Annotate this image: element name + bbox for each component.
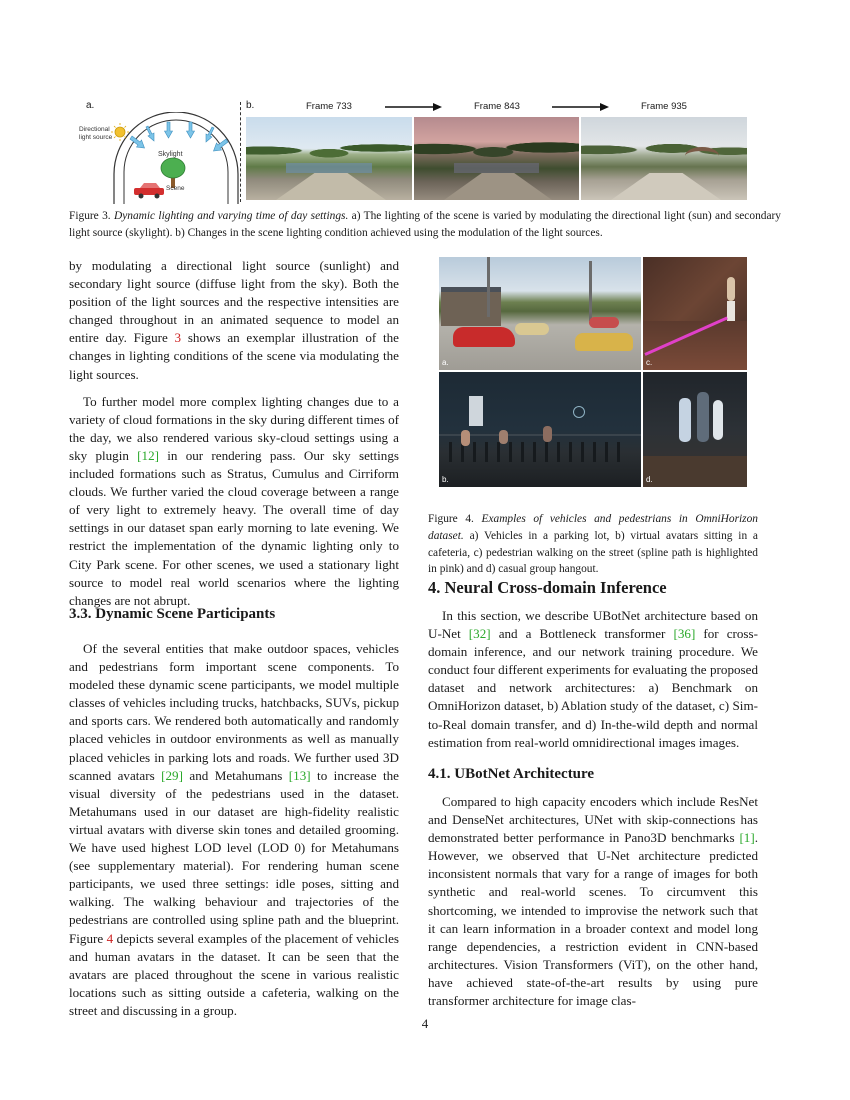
fig4-label-b: b. bbox=[442, 475, 449, 484]
frame-label-843: Frame 843 bbox=[474, 101, 520, 112]
fig4-caption-label: Figure 4. bbox=[428, 513, 474, 525]
scene-label: Scene bbox=[166, 185, 185, 192]
figure-4-caption bbox=[428, 511, 758, 578]
left-column-bottom bbox=[69, 640, 399, 1020]
fig4-panel-group bbox=[643, 372, 747, 487]
frame-733-image bbox=[246, 117, 412, 200]
citation-link[interactable]: [13] bbox=[288, 767, 311, 783]
fig4-panel-street bbox=[643, 257, 747, 370]
section-heading-4: 4. Neural Cross-domain Inference bbox=[428, 578, 667, 597]
directional-line1: Directional bbox=[79, 126, 110, 133]
figure-separator bbox=[240, 102, 241, 202]
fig4-caption-text: a) Vehicles in a parking lot, b) virtual avatars sitting in a cafeteria, c) pedestrian walking on the street (spline path is highlighted in pink) and d) casual group hangout. bbox=[428, 529, 758, 576]
fig4-caption-title: Examples of vehicles and pedestrians in OmniHorizon dataset. bbox=[428, 513, 758, 542]
skylight-label: Skylight bbox=[158, 151, 183, 158]
fig4-label-a: a. bbox=[442, 358, 449, 367]
paragraph: by modulating a directional light source (sunlight) and secondary light source (diffuse light from the sky). Both the position of the light sources and the respective intensities are changed throughout in an animated sequence to model an entire day. Figure 3 shows an exemplar illustration of the changes in lighting conditions of the scene via modulating the light sources. bbox=[69, 258, 399, 382]
fig3-label-b: b. bbox=[246, 100, 255, 111]
fig4-label-d: d. bbox=[646, 475, 653, 484]
fig3-label-a: a. bbox=[86, 100, 95, 111]
citation-link[interactable]: [1] bbox=[739, 830, 755, 846]
frame-843-image bbox=[414, 117, 579, 200]
frame-label-733: Frame 733 bbox=[306, 101, 352, 112]
section-heading-4-1: 4.1. UBotNet Architecture bbox=[428, 766, 595, 782]
tree-icon bbox=[161, 158, 185, 188]
frame-935-image bbox=[581, 117, 747, 200]
figure-ref-link[interactable]: 4 bbox=[106, 930, 114, 946]
frame-label-935: Frame 935 bbox=[641, 101, 687, 112]
right-column-intro bbox=[428, 607, 758, 752]
fig4-label-c: c. bbox=[646, 358, 653, 367]
citation-link[interactable]: [29] bbox=[161, 767, 183, 783]
sun-icon bbox=[111, 123, 129, 141]
paragraph: In this section, we describe UBotNet architecture based on U-Net [32] and a Bottleneck transformer [36] for cross-domain inference, and our network training procedure. We conduct four different experiments for evaluating the proposed dataset and network architectures: a) Benchmark on OmniHorizon dataset, b) Ablation study of the dataset, c) Sim-to-Real domain transfer, and d) In-the-wild depth and normal estimation from real-world omnidirectional images images. bbox=[428, 608, 758, 750]
car-icon bbox=[134, 183, 164, 199]
citation-link[interactable]: [36] bbox=[673, 626, 696, 642]
directional-line2: light source bbox=[79, 134, 113, 141]
fig4-panel-cafeteria bbox=[439, 372, 641, 487]
skylight-arrows bbox=[130, 122, 228, 151]
arrow-right-icon bbox=[383, 102, 443, 112]
citation-link[interactable]: [12] bbox=[137, 447, 159, 463]
fig4-panel-parking bbox=[439, 257, 641, 370]
fig3-caption-text: a) The lighting of the scene is varied by modulating the directional light (sun) and secondary light source (skylight). b) Changes in the scene lighting condition achieved using the modulation of the light sources. bbox=[69, 210, 781, 239]
figure-3-caption bbox=[69, 208, 781, 242]
figure-ref-link[interactable]: 3 bbox=[174, 330, 182, 346]
citation-link[interactable]: [32] bbox=[468, 626, 491, 642]
page-number: 4 bbox=[421, 1016, 429, 1031]
directional-light-label bbox=[79, 126, 112, 142]
fig3-caption-label: Figure 3. bbox=[69, 210, 111, 222]
arrow-right-icon bbox=[550, 102, 610, 112]
section-heading-3-3: 3.3. Dynamic Scene Participants bbox=[69, 606, 276, 622]
paragraph: Compared to high capacity encoders which include ResNet and DenseNet architectures, UNet with skip-connections has demonstrated better performance in Pano3D benchmarks [1]. However, we observed that U-Net architecture predicted inconsistent normals that vary for a range of images for both synthetic and real-world scenes. To circumvent this shortcoming, we intended to improvise the network such that it can learn information in a broader context and model long range dependencies, a restriction evident in CNN-based architectures. Vision Transformers (ViT), on the other hand, have achieved state-of-the-art results by using pure transformer architecture for image clas- bbox=[428, 794, 758, 1009]
paragraph: To further model more complex lighting changes due to a variety of cloud formations in the sky during different times of the day, we also rendered various sky-cloud settings using a sky plugin [12] in our rendering pass. Our sky settings included formations such as Stratus, Cumulus and Cirriform clouds. We further varied the cloud coverage between a range of very light to extremely heavy. The overall time of day settings in our dataset span early morning to late evening. We restrict the implementation of the dynamic lighting only to City Park scene. For other scenes, we used a stationary light source to model real world scenarios where the lighting changes are not abrupt. bbox=[69, 393, 399, 608]
fig3-caption-title: Dynamic lighting and varying time of day settings. bbox=[113, 210, 349, 222]
paragraph: Of the several entities that make outdoor spaces, vehicles and pedestrians form important scene components. To modeled these dynamic scene participants, we model multiple classes of vehicles including trucks, hatchbacks, SUVs, pickup and sports cars. We rendered both automatically and randomly placed vehicles in outdoor environments as well as manually placed vehicles in parking lots and roads. We further used 3D scanned avatars [29] and Metahumans [13] to increase the visual diversity of the pedestrians used in the dataset. Metahumans used in our dataset are high-fidelity realistic virtual avatars with diverse skin tones and detailed grooming. We have used highest LOD level (LOD 0) for Metahumans (see supplementary material). For rendering human scene participants, we used three settings: idle poses, sitting and walking. The walking behaviour and trajectories of the pedestrians are controlled using spline path and the blueprint. Figure 4 depicts several examples of the placement of vehicles and human avatars in the dataset. It can be seen that the avatars are placed throughout the scene in various realistic locations such as sitting outside a cafeteria, walking on the street and discussing in a group. bbox=[69, 641, 399, 1018]
right-column-body bbox=[428, 793, 758, 1010]
left-column-top bbox=[69, 257, 399, 610]
